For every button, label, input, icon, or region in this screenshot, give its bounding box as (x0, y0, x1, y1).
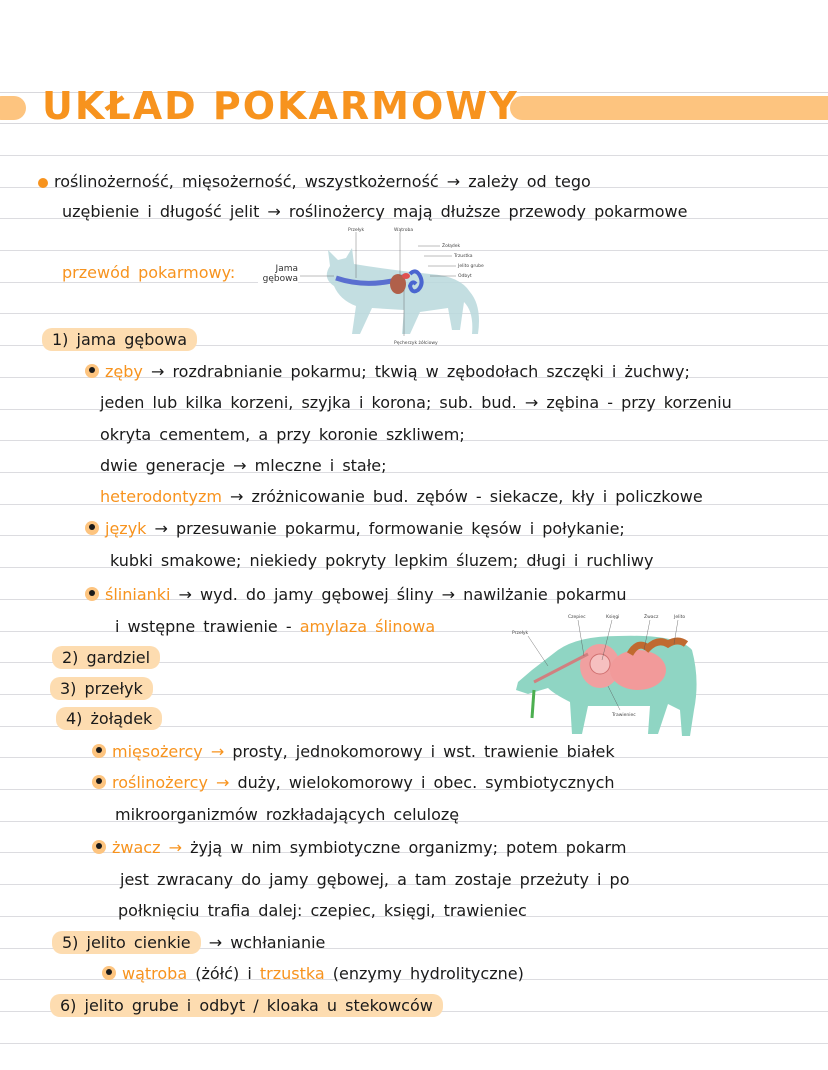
section-heading (52, 931, 325, 955)
section-heading (56, 707, 162, 731)
note-text: → wchłanianie (200, 933, 326, 952)
note-text: 5) jelito cienkie (62, 933, 191, 952)
cat-label-mouth: Jama gębowa (258, 264, 298, 284)
cow-label: Jelito (674, 615, 686, 620)
note-line (38, 170, 591, 194)
note-text: uzębienie i długość jelit → roślinożercy mają dłuższe przewody pokarmowe (62, 202, 688, 221)
key-term: mięsożercy → (112, 742, 225, 761)
cow-label: Czepiec (568, 615, 586, 620)
note-text: mikroorganizmów rozkładających celulozę (115, 805, 460, 824)
key-term: trzustka (259, 964, 325, 983)
cow-label: Trawieniec (612, 713, 636, 718)
key-term: amylaza ślinowa (299, 617, 436, 636)
note-text: jest zwracany do jamy gębowej, a tam zostaje przeżuty i po (120, 870, 630, 889)
note-text: 4) żołądek (66, 709, 153, 728)
note-line (100, 423, 465, 447)
bullet-icon (38, 178, 48, 188)
note-line (92, 836, 626, 860)
cat-label: Jelito grube (458, 264, 484, 269)
cat-label: Wątroba (394, 228, 414, 233)
key-term: przewód pokarmowy: (62, 263, 236, 282)
note-text: 6) jelito grube i odbyt / kloaka u stekowców (60, 996, 433, 1015)
title-decoration-left (0, 96, 26, 120)
note-text: roślinożerność, mięsożerność, wszystkożerność → zależy od tego (54, 172, 591, 191)
section-heading (52, 646, 160, 670)
section-heading (50, 677, 153, 701)
note-line (100, 485, 703, 509)
note-line (110, 549, 653, 573)
note-line (92, 771, 615, 795)
note-text: okryta cementem, a przy koronie szkliwem; (100, 425, 465, 444)
highlight (56, 707, 162, 730)
note-text: 2) gardziel (62, 648, 151, 667)
bullet-icon (92, 775, 106, 789)
cow-label: Przełyk (512, 631, 529, 636)
highlight (50, 677, 153, 700)
note-text: kubki smakowe; niekiedy pokryty lepkim śluzem; długi i ruchliwy (110, 551, 654, 570)
note-text: → rozdrabnianie pokarmu; tkwią w zębodołach szczęki i żuchwy; (142, 362, 690, 381)
note-line (85, 360, 690, 384)
note-line (118, 899, 527, 923)
highlight (52, 646, 160, 669)
rule-line (0, 1043, 828, 1044)
key-term: ślinianki (105, 585, 171, 604)
note-text: (żółć) i (187, 964, 260, 983)
note-text: → przesuwanie pokarmu, formowanie kęsów i połykanie; (146, 519, 625, 538)
key-term: wątroba (122, 964, 188, 983)
bullet-icon (92, 744, 106, 758)
title-decoration-right (510, 96, 828, 120)
note-text: żyją w nim symbiotyczne organizmy; potem pokarm (181, 838, 627, 857)
key-term: roślinożercy → (112, 773, 230, 792)
cat-digestive-diagram (300, 226, 496, 352)
note-line (62, 261, 235, 285)
cat-label: Żołądek (442, 244, 461, 249)
note-text: połknięciu trafia dalej: czepiec, księgi, trawieniec (118, 901, 527, 920)
note-text: 3) przełyk (60, 679, 143, 698)
note-line (102, 962, 524, 986)
cow-digestive-diagram (498, 610, 708, 742)
highlight (50, 994, 443, 1017)
note-line (85, 583, 627, 607)
bullet-icon (85, 521, 99, 535)
highlight (52, 931, 201, 954)
note-text: → wyd. do jamy gębowej śliny → nawilżanie pokarmu (170, 585, 627, 604)
key-term: zęby (105, 362, 143, 381)
note-line (85, 517, 625, 541)
note-text: i wstępne trawienie - (115, 617, 300, 636)
page-title: UKŁAD POKARMOWY (42, 84, 519, 128)
note-line (115, 615, 435, 639)
bullet-icon (102, 966, 116, 980)
note-text: → zróżnicowanie bud. zębów - siekacze, kły i policzkowe (221, 487, 703, 506)
note-text: (enzymy hydrolityczne) (324, 964, 524, 983)
note-text: 1) jama gębowa (52, 330, 188, 349)
bullet-icon (92, 840, 106, 854)
cat-label: Trzustka (454, 254, 473, 259)
note-line (115, 803, 459, 827)
note-line (100, 391, 732, 415)
highlight (42, 328, 197, 351)
section-heading (50, 994, 443, 1018)
cat-label: Pęcherzyk żółciowy (394, 341, 438, 346)
key-term: żwacz → (112, 838, 182, 857)
cow-label: Żwacz (644, 615, 659, 620)
cow-label: Księgi (606, 615, 620, 620)
key-term: heterodontyzm (100, 487, 222, 506)
note-line (100, 454, 387, 478)
cat-label: Odbyt (458, 274, 472, 279)
note-text: duży, wielokomorowy i obec. symbiotycznych (229, 773, 615, 792)
key-term: język (105, 519, 147, 538)
rule-line (0, 155, 828, 156)
section-heading (42, 328, 197, 352)
bullet-icon (85, 587, 99, 601)
bullet-icon (85, 364, 99, 378)
note-line (62, 200, 687, 224)
note-text: dwie generacje → mleczne i stałe; (100, 456, 387, 475)
note-line (92, 740, 615, 764)
note-text: prosty, jednokomorowy i wst. trawienie białek (224, 742, 615, 761)
note-line (120, 868, 630, 892)
cat-label: Przełyk (348, 228, 365, 233)
note-text: jeden lub kilka korzeni, szyjka i korona; sub. bud. → zębina - przy korzeniu (100, 393, 732, 412)
